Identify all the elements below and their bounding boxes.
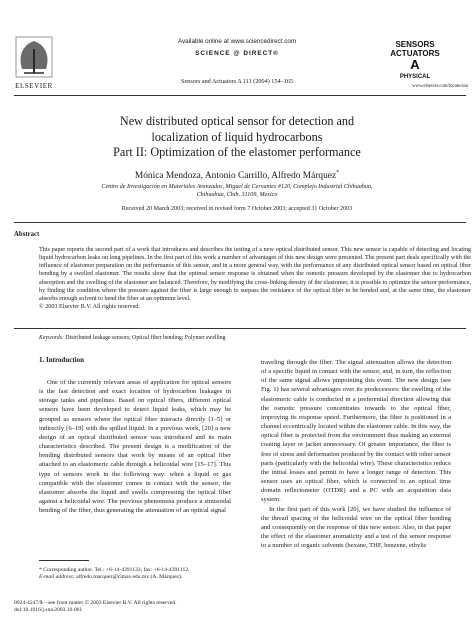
svg-text:A: A xyxy=(410,57,420,72)
author-list xyxy=(30,170,444,181)
affiliation xyxy=(30,183,444,199)
abstract-body xyxy=(39,246,471,311)
abstract-top-rule xyxy=(14,222,466,223)
email-label: E-mail address: xyxy=(39,574,75,581)
email-address[interactable]: alfredo.marquez@cimav.edu.mx (A. Márquez). xyxy=(76,574,183,581)
sciencedirect-logo: SCIENCE @ DIRECT® xyxy=(195,50,279,57)
intro-paragraph-1: One of the currently relevant areas of application for optical sensors is the fast detection and exact location of hydrocarbon leakages in storage tanks and pipelines. Based on optical fibers, different optical sensors have been developed to detect liquid leaks, which may be grouped as sensors where the optical fiber interacts directly [1–5] or indirectly [6–19] with the spilled liquid. In a previous work, [20] a new design of an optical distributed sensor was introduced and its main characteristics described. The present design is a modification of the bending distributed sensors that work by means of an optical fiber attached to an elastomeric cable through a helicoidal wire [15–17]. This type of sensors work in the following way: when a liquid or gas compatible with the elastomer comes in contact with the sensor, the elastomer absorbs the liquid and swells compressing the optical fiber against a helicoidal wire. The previous phenomena produce a sinusoidal bending of the fiber, thus generating the attenuation of an optical signal xyxy=(39,379,231,515)
issn-line: 0924-4247/$ – see front matter © 2003 Elsevier B.V. All rights reserved. xyxy=(14,600,177,606)
corresponding-mark[interactable]: * xyxy=(336,170,340,176)
body-left-column xyxy=(39,378,231,515)
title-line-3: Part II: Optimization of the elastomer performance xyxy=(113,145,361,159)
svg-text:SENSORS: SENSORS xyxy=(395,40,435,49)
affiliation-line-2: Chihuahua, Chih. 31109, Mexico xyxy=(196,192,278,198)
intro-paragraph-2: In the first part of this work [20], we have studied the influence of the thread spacing of the helicoidal wire on the optical fiber bending and consequently on the response of this new sensor. Also, in that paper the effect of the elastomer aromaticity and a test of the sensor response to a number of organic solvents (hexane, THF, benzene, ethylic xyxy=(261,505,451,550)
abstract-text: This paper reports the second part of a work that introduces and describes the testing of a new optical distributed sensor. This new sensor is capable of detecting and locating liquid hydrocarbon leaks on long pipelines. In the first part of this work a number of advantages of this new design were presented. The present part deals specifically with the influence of elastomer preparation on the performance of this sensor, and in a more general way, with the performance of any distributed optical sensor based on optical fiber bending by a swelled elastomer. The results show that the optimal sensor response is obtained when the osmotic pressure developed by the elastomer due to hydrocarbon absorption and the swelling of the elastomer are balanced. Therefore, by modifying the cross-linking density of the elastomer, it is possible to optimize the sensor performance, by finding the condition where the pressure against the fiber is large enough to surpass the resistance of the optical fiber to be bended and, at the same time, the elastomer absorbs enough solvent to bend the fiber at an optimum level. xyxy=(39,247,471,302)
email-line xyxy=(39,574,239,581)
abstract-heading: Abstract xyxy=(14,231,40,238)
intro-paragraph-1-cont: traveling through the fiber. The signal attenuation allows the detection of a specific liquid in contact with the sensor, and, in turn, the reflection of the same signal allows pinpointing this event. The new design (see Fig. 1) has several advantages over its predecessors: the swelling of the elastomeric cable is conducted in a preferential direction allowing that the osmotic pressure concentrates towards to the optical fiber, improving its response speed. Furthermore, the fiber is positioned in a channel eccentrically located within the elastomer cable. In this way, the optical fiber is protected from the environment thus making an external coating layer or jacket unnecessary. Of greater importance, the fiber is free of stress and deformation produced by the contact with other sensor parts (particularly with the helicoidal wire). These characteristics reduce the initial losses and permit to have a longer range of detection. This sensor uses an optical fiber, which is connected to an optical time domain reflectometer (OTDR) and a PC with an acquisition data system. xyxy=(261,359,451,504)
footnote-rule xyxy=(39,560,89,561)
doi-line[interactable]: doi:10.1016/j.sna.2003.10.061 xyxy=(14,607,83,614)
footnote xyxy=(39,567,239,582)
corresponding-author-note: * Corresponding author. Tel.: +6-14-4391133; fax: +6-14-4391112. xyxy=(39,567,190,573)
keywords-text: Distributed leakage sensors; Optical fiber bending; Polymer swelling xyxy=(65,335,226,341)
keywords-line xyxy=(39,335,226,341)
publisher-name: ELSEVIER xyxy=(15,82,53,90)
journal-reference: Sensors and Actuators A 111 (2004) 154–165 xyxy=(181,78,293,85)
imprint xyxy=(14,600,177,614)
svg-text:ACTUATORS: ACTUATORS xyxy=(390,49,440,58)
journal-logo xyxy=(385,38,445,90)
section-heading: 1. Introduction xyxy=(39,356,84,364)
affiliation-line-1: Centro de Investigación en Materiales Avanzados, Miguel de Cervantes #120, Complejo Industrial Chihuahua, xyxy=(101,184,373,190)
keywords-label: Keywords: xyxy=(39,335,64,341)
title-line-2: localization of liquid hydrocarbons xyxy=(151,129,323,144)
received-dates: Received 20 March 2003; received in revised form 7 October 2003; accepted 31 October 2003 xyxy=(121,206,353,212)
header-rule xyxy=(14,95,466,96)
svg-text:PHYSICAL: PHYSICAL xyxy=(399,74,431,80)
abstract-bottom-rule xyxy=(14,328,466,329)
journal-url[interactable]: www.elsevier.com/locate/sna xyxy=(412,84,468,89)
available-online-text: Available online at www.sciencedirect.com xyxy=(177,38,297,45)
copyright-line: © 2003 Elsevier B.V. All rights reserved. xyxy=(39,304,140,311)
article-title xyxy=(30,114,444,161)
authors-text: Mónica Mendoza, Antonio Carrillo, Alfredo Márquez xyxy=(134,171,337,182)
title-line-1: New distributed optical sensor for detection and xyxy=(119,114,355,128)
body-right-column xyxy=(261,358,451,550)
